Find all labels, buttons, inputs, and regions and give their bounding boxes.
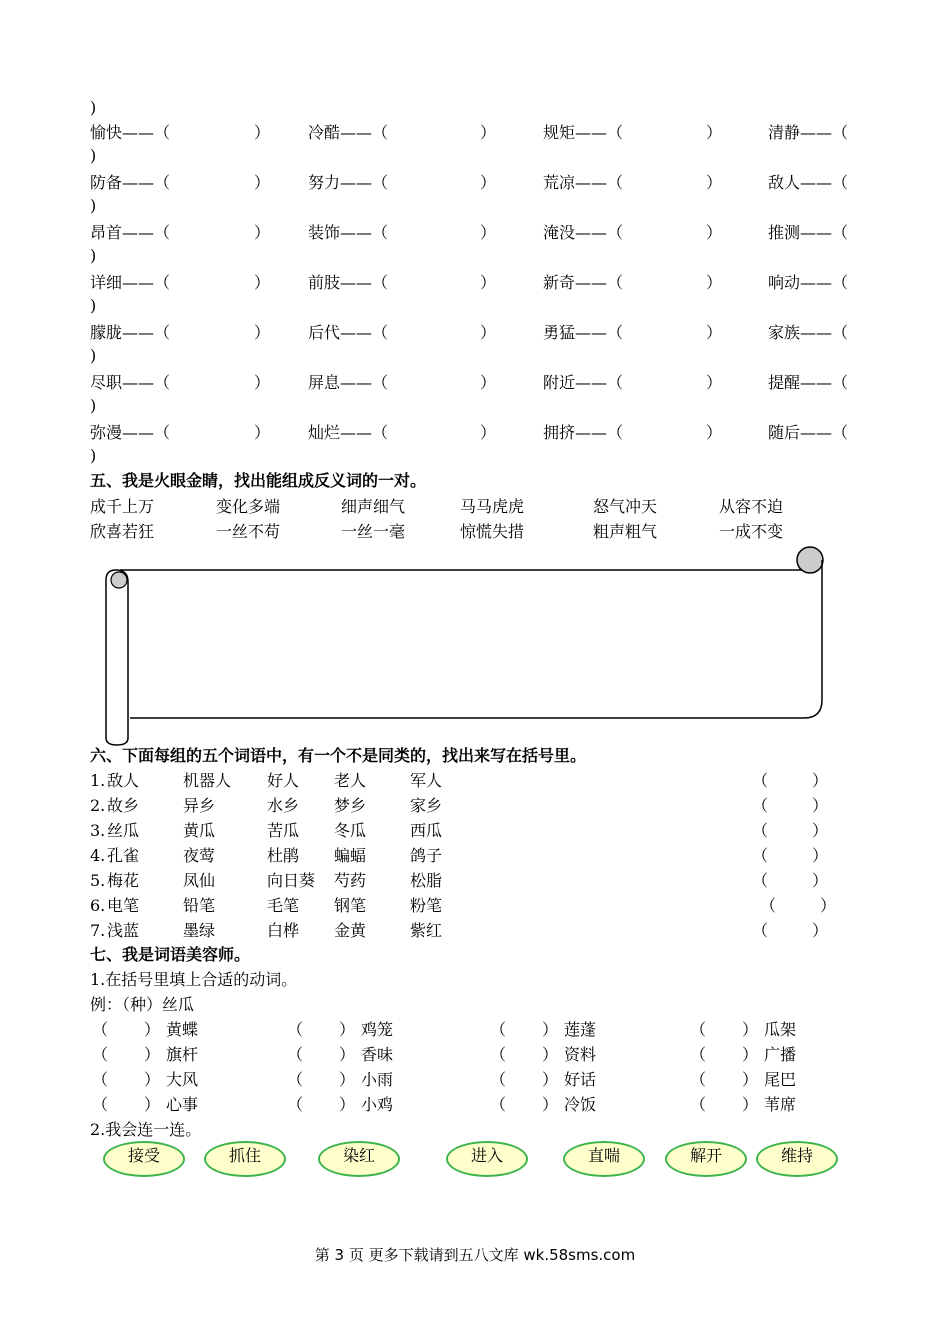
verb-blank-open[interactable]: （ <box>287 1095 304 1114</box>
verb-blank-close[interactable]: ） <box>144 1070 161 1089</box>
antonym-word: 勇猛——（ <box>543 323 624 342</box>
group-number: 6. <box>90 896 106 915</box>
idiom[interactable]: 细声细气 <box>341 497 406 516</box>
group-word: 金黄 <box>334 921 367 940</box>
section7-example: 例：（种）丝瓜 <box>90 995 195 1014</box>
idiom[interactable]: 欣喜若狂 <box>90 522 155 541</box>
answer-paren-open[interactable]: （ <box>752 821 769 840</box>
antonym-word: 尽职——（ <box>90 373 171 392</box>
wrapped-paren: ) <box>90 98 97 117</box>
antonym-blank-close[interactable]: ） <box>706 373 723 392</box>
scroll-banner <box>100 540 830 750</box>
group-word: 铅笔 <box>183 896 216 915</box>
antonym-word: 清静——（ <box>768 123 849 142</box>
verb-blank-open[interactable]: （ <box>92 1095 109 1114</box>
verb-object: 冷饭 <box>564 1095 597 1114</box>
antonym-blank-close[interactable]: ） <box>480 323 497 342</box>
group-word: 粉笔 <box>410 896 443 915</box>
group-word: 黄瓜 <box>183 821 216 840</box>
group-word: 丝瓜 <box>107 821 140 840</box>
antonym-word: 后代——（ <box>308 323 389 342</box>
match-oval[interactable]: 进入 <box>446 1141 528 1177</box>
antonym-word: 昂首——（ <box>90 223 171 242</box>
verb-object: 广播 <box>764 1045 797 1064</box>
group-word: 水乡 <box>267 796 300 815</box>
antonym-word: 朦胧——（ <box>90 323 171 342</box>
group-word: 好人 <box>267 771 300 790</box>
verb-object: 黄蝶 <box>166 1020 199 1039</box>
group-word: 夜莺 <box>183 846 216 865</box>
antonym-blank-close[interactable]: ） <box>480 273 497 292</box>
verb-blank-close[interactable]: ） <box>742 1095 759 1114</box>
answer-paren-open[interactable]: （ <box>752 796 769 815</box>
idiom[interactable]: 一成不变 <box>719 522 784 541</box>
antonym-word: 淹没——（ <box>543 223 624 242</box>
antonym-blank-close[interactable]: ） <box>480 373 497 392</box>
page-footer: 第 3 页 更多下载请到五八文库 wk.58sms.com <box>314 1246 636 1264</box>
antonym-word: 响动——（ <box>768 273 849 292</box>
group-word: 芍药 <box>334 871 367 890</box>
answer-paren-close[interactable]: ） <box>812 921 829 940</box>
antonym-word: 前肢——（ <box>308 273 389 292</box>
verb-blank-open[interactable]: （ <box>490 1070 507 1089</box>
section6-title: 六、下面每组的五个词语中，有一个不是同类的，找出来写在括号里。 <box>90 746 587 765</box>
group-word: 蝙蝠 <box>334 846 367 865</box>
antonym-blank-close[interactable]: ） <box>254 223 271 242</box>
antonym-blank-close[interactable]: ） <box>706 423 723 442</box>
answer-paren-close[interactable]: ） <box>820 896 837 915</box>
verb-object: 尾巴 <box>764 1070 797 1089</box>
group-number: 7. <box>90 921 106 940</box>
group-word: 苦瓜 <box>267 821 300 840</box>
antonym-blank-close[interactable]: ） <box>706 273 723 292</box>
antonym-word: 冷酷——（ <box>308 123 389 142</box>
verb-blank-close[interactable]: ） <box>742 1045 759 1064</box>
antonym-blank-close[interactable]: ） <box>480 223 497 242</box>
verb-blank-close[interactable]: ） <box>339 1045 356 1064</box>
group-word: 机器人 <box>183 771 232 790</box>
group-word: 向日葵 <box>267 871 316 890</box>
answer-paren-open[interactable]: （ <box>752 771 769 790</box>
group-word: 钢笔 <box>334 896 367 915</box>
group-number: 2. <box>90 796 106 815</box>
verb-blank-close[interactable]: ） <box>144 1045 161 1064</box>
group-word: 白桦 <box>267 921 300 940</box>
idiom[interactable]: 惊慌失措 <box>460 522 525 541</box>
group-word: 家乡 <box>410 796 443 815</box>
group-word: 老人 <box>334 771 367 790</box>
antonym-blank-close[interactable]: ） <box>480 423 497 442</box>
antonym-word: 新奇——（ <box>543 273 624 292</box>
verb-blank-close[interactable]: ） <box>542 1020 559 1039</box>
group-word: 梅花 <box>107 871 140 890</box>
antonym-blank-close[interactable]: ） <box>706 173 723 192</box>
antonym-word: 拥挤——（ <box>543 423 624 442</box>
group-word: 异乡 <box>183 796 216 815</box>
group-word: 梦乡 <box>334 796 367 815</box>
antonym-blank-close[interactable]: ） <box>254 423 271 442</box>
antonym-word: 努力——（ <box>308 173 389 192</box>
group-word: 紫红 <box>410 921 443 940</box>
verb-blank-open[interactable]: （ <box>287 1070 304 1089</box>
group-number: 5. <box>90 871 106 890</box>
verb-object: 苇席 <box>764 1095 797 1114</box>
antonym-word: 装饰——（ <box>308 223 389 242</box>
wrapped-paren: ) <box>90 146 97 165</box>
antonym-word: 弥漫——（ <box>90 423 171 442</box>
verb-blank-open[interactable]: （ <box>490 1045 507 1064</box>
idiom[interactable]: 一丝一毫 <box>341 522 406 541</box>
verb-blank-open[interactable]: （ <box>287 1020 304 1039</box>
group-word: 凤仙 <box>183 871 216 890</box>
verb-blank-open[interactable]: （ <box>690 1020 707 1039</box>
verb-blank-close[interactable]: ） <box>542 1095 559 1114</box>
antonym-word: 详细——（ <box>90 273 171 292</box>
verb-blank-close[interactable]: ） <box>742 1070 759 1089</box>
verb-object: 香味 <box>361 1045 394 1064</box>
idiom[interactable]: 马马虎虎 <box>460 497 525 516</box>
group-word: 孔雀 <box>107 846 140 865</box>
group-word: 墨绿 <box>183 921 216 940</box>
verb-blank-open[interactable]: （ <box>690 1045 707 1064</box>
answer-paren-close[interactable]: ） <box>812 846 829 865</box>
antonym-blank-close[interactable]: ） <box>706 223 723 242</box>
antonym-word: 附近——（ <box>543 373 624 392</box>
antonym-blank-close[interactable]: ） <box>480 173 497 192</box>
match-oval[interactable]: 维持 <box>756 1141 838 1177</box>
group-word: 电笔 <box>107 896 140 915</box>
idiom[interactable]: 一丝不苟 <box>216 522 281 541</box>
answer-paren-open[interactable]: （ <box>752 871 769 890</box>
antonym-word: 规矩——（ <box>543 123 624 142</box>
wrapped-paren: ) <box>90 196 97 215</box>
verb-object: 鸡笼 <box>361 1020 394 1039</box>
section7-title: 七、我是词语美容师。 <box>90 945 251 964</box>
group-word: 松脂 <box>410 871 443 890</box>
match-oval[interactable]: 解开 <box>665 1141 747 1177</box>
answer-paren-open[interactable]: （ <box>752 921 769 940</box>
antonym-word: 防备——（ <box>90 173 171 192</box>
verb-blank-open[interactable]: （ <box>92 1045 109 1064</box>
idiom[interactable]: 成千上万 <box>90 497 155 516</box>
antonym-word: 灿烂——（ <box>308 423 389 442</box>
wrapped-paren: ) <box>90 296 97 315</box>
verb-blank-close[interactable]: ） <box>339 1070 356 1089</box>
antonym-word: 随后——（ <box>768 423 849 442</box>
antonym-blank-close[interactable]: ） <box>254 173 271 192</box>
idiom[interactable]: 粗声粗气 <box>593 522 658 541</box>
verb-blank-close[interactable]: ） <box>144 1095 161 1114</box>
antonym-word: 愉快——（ <box>90 123 171 142</box>
answer-paren-open[interactable]: （ <box>760 896 777 915</box>
answer-paren-open[interactable]: （ <box>752 846 769 865</box>
antonym-word: 敌人——（ <box>768 173 849 192</box>
verb-blank-close[interactable]: ） <box>742 1020 759 1039</box>
verb-object: 莲蓬 <box>564 1020 597 1039</box>
verb-blank-close[interactable]: ） <box>144 1020 161 1039</box>
idiom[interactable]: 怒气冲天 <box>593 497 658 516</box>
verb-object: 大风 <box>166 1070 199 1089</box>
verb-object: 小鸡 <box>361 1095 394 1114</box>
section7-sub1: 1.在括号里填上合适的动词。 <box>90 970 298 989</box>
group-number: 1. <box>90 771 106 790</box>
verb-object: 资料 <box>564 1045 597 1064</box>
verb-blank-open[interactable]: （ <box>490 1020 507 1039</box>
verb-blank-close[interactable]: ） <box>339 1020 356 1039</box>
verb-blank-close[interactable]: ） <box>339 1095 356 1114</box>
antonym-blank-close[interactable]: ） <box>706 323 723 342</box>
verb-blank-open[interactable]: （ <box>690 1095 707 1114</box>
match-oval[interactable]: 接受 <box>103 1141 185 1177</box>
answer-paren-close[interactable]: ） <box>812 871 829 890</box>
match-oval[interactable]: 直喘 <box>563 1141 645 1177</box>
antonym-word: 推测——（ <box>768 223 849 242</box>
antonym-blank-close[interactable]: ） <box>254 273 271 292</box>
verb-blank-close[interactable]: ） <box>542 1045 559 1064</box>
match-oval[interactable]: 抓住 <box>204 1141 286 1177</box>
section7-sub2: 2.我会连一连。 <box>90 1120 202 1139</box>
group-word: 敌人 <box>107 771 140 790</box>
antonym-word: 屏息——（ <box>308 373 389 392</box>
group-word: 故乡 <box>107 796 140 815</box>
antonym-blank-close[interactable]: ） <box>254 323 271 342</box>
section5-title: 五、我是火眼金睛，找出能组成反义词的一对。 <box>90 471 427 490</box>
group-word: 冬瓜 <box>334 821 367 840</box>
verb-object: 瓜架 <box>764 1020 797 1039</box>
verb-object: 小雨 <box>361 1070 394 1089</box>
group-word: 鸽子 <box>410 846 443 865</box>
wrapped-paren: ) <box>90 346 97 365</box>
group-word: 毛笔 <box>267 896 300 915</box>
idiom[interactable]: 从容不迫 <box>719 497 784 516</box>
wrapped-paren: ) <box>90 246 97 265</box>
verb-blank-close[interactable]: ） <box>542 1070 559 1089</box>
wrapped-paren: ) <box>90 446 97 465</box>
antonym-blank-close[interactable]: ） <box>480 123 497 142</box>
answer-paren-close[interactable]: ） <box>812 796 829 815</box>
verb-blank-open[interactable]: （ <box>287 1045 304 1064</box>
verb-blank-open[interactable]: （ <box>92 1020 109 1039</box>
match-oval[interactable]: 染红 <box>318 1141 400 1177</box>
verb-object: 旗杆 <box>166 1045 199 1064</box>
answer-paren-close[interactable]: ） <box>812 821 829 840</box>
verb-blank-open[interactable]: （ <box>690 1070 707 1089</box>
antonym-word: 提醒——（ <box>768 373 849 392</box>
antonym-blank-close[interactable]: ） <box>706 123 723 142</box>
group-number: 4. <box>90 846 106 865</box>
verb-blank-open[interactable]: （ <box>490 1095 507 1114</box>
antonym-blank-close[interactable]: ） <box>254 123 271 142</box>
idiom[interactable]: 变化多端 <box>216 497 281 516</box>
verb-object: 好话 <box>564 1070 597 1089</box>
verb-object: 心事 <box>166 1095 199 1114</box>
group-word: 杜鹃 <box>267 846 300 865</box>
group-word: 军人 <box>410 771 443 790</box>
antonym-word: 荒凉——（ <box>543 173 624 192</box>
verb-blank-open[interactable]: （ <box>92 1070 109 1089</box>
group-word: 西瓜 <box>410 821 443 840</box>
wrapped-paren: ) <box>90 396 97 415</box>
antonym-word: 家族——（ <box>768 323 849 342</box>
group-word: 浅蓝 <box>107 921 140 940</box>
antonym-blank-close[interactable]: ） <box>254 373 271 392</box>
group-number: 3. <box>90 821 106 840</box>
answer-paren-close[interactable]: ） <box>812 771 829 790</box>
